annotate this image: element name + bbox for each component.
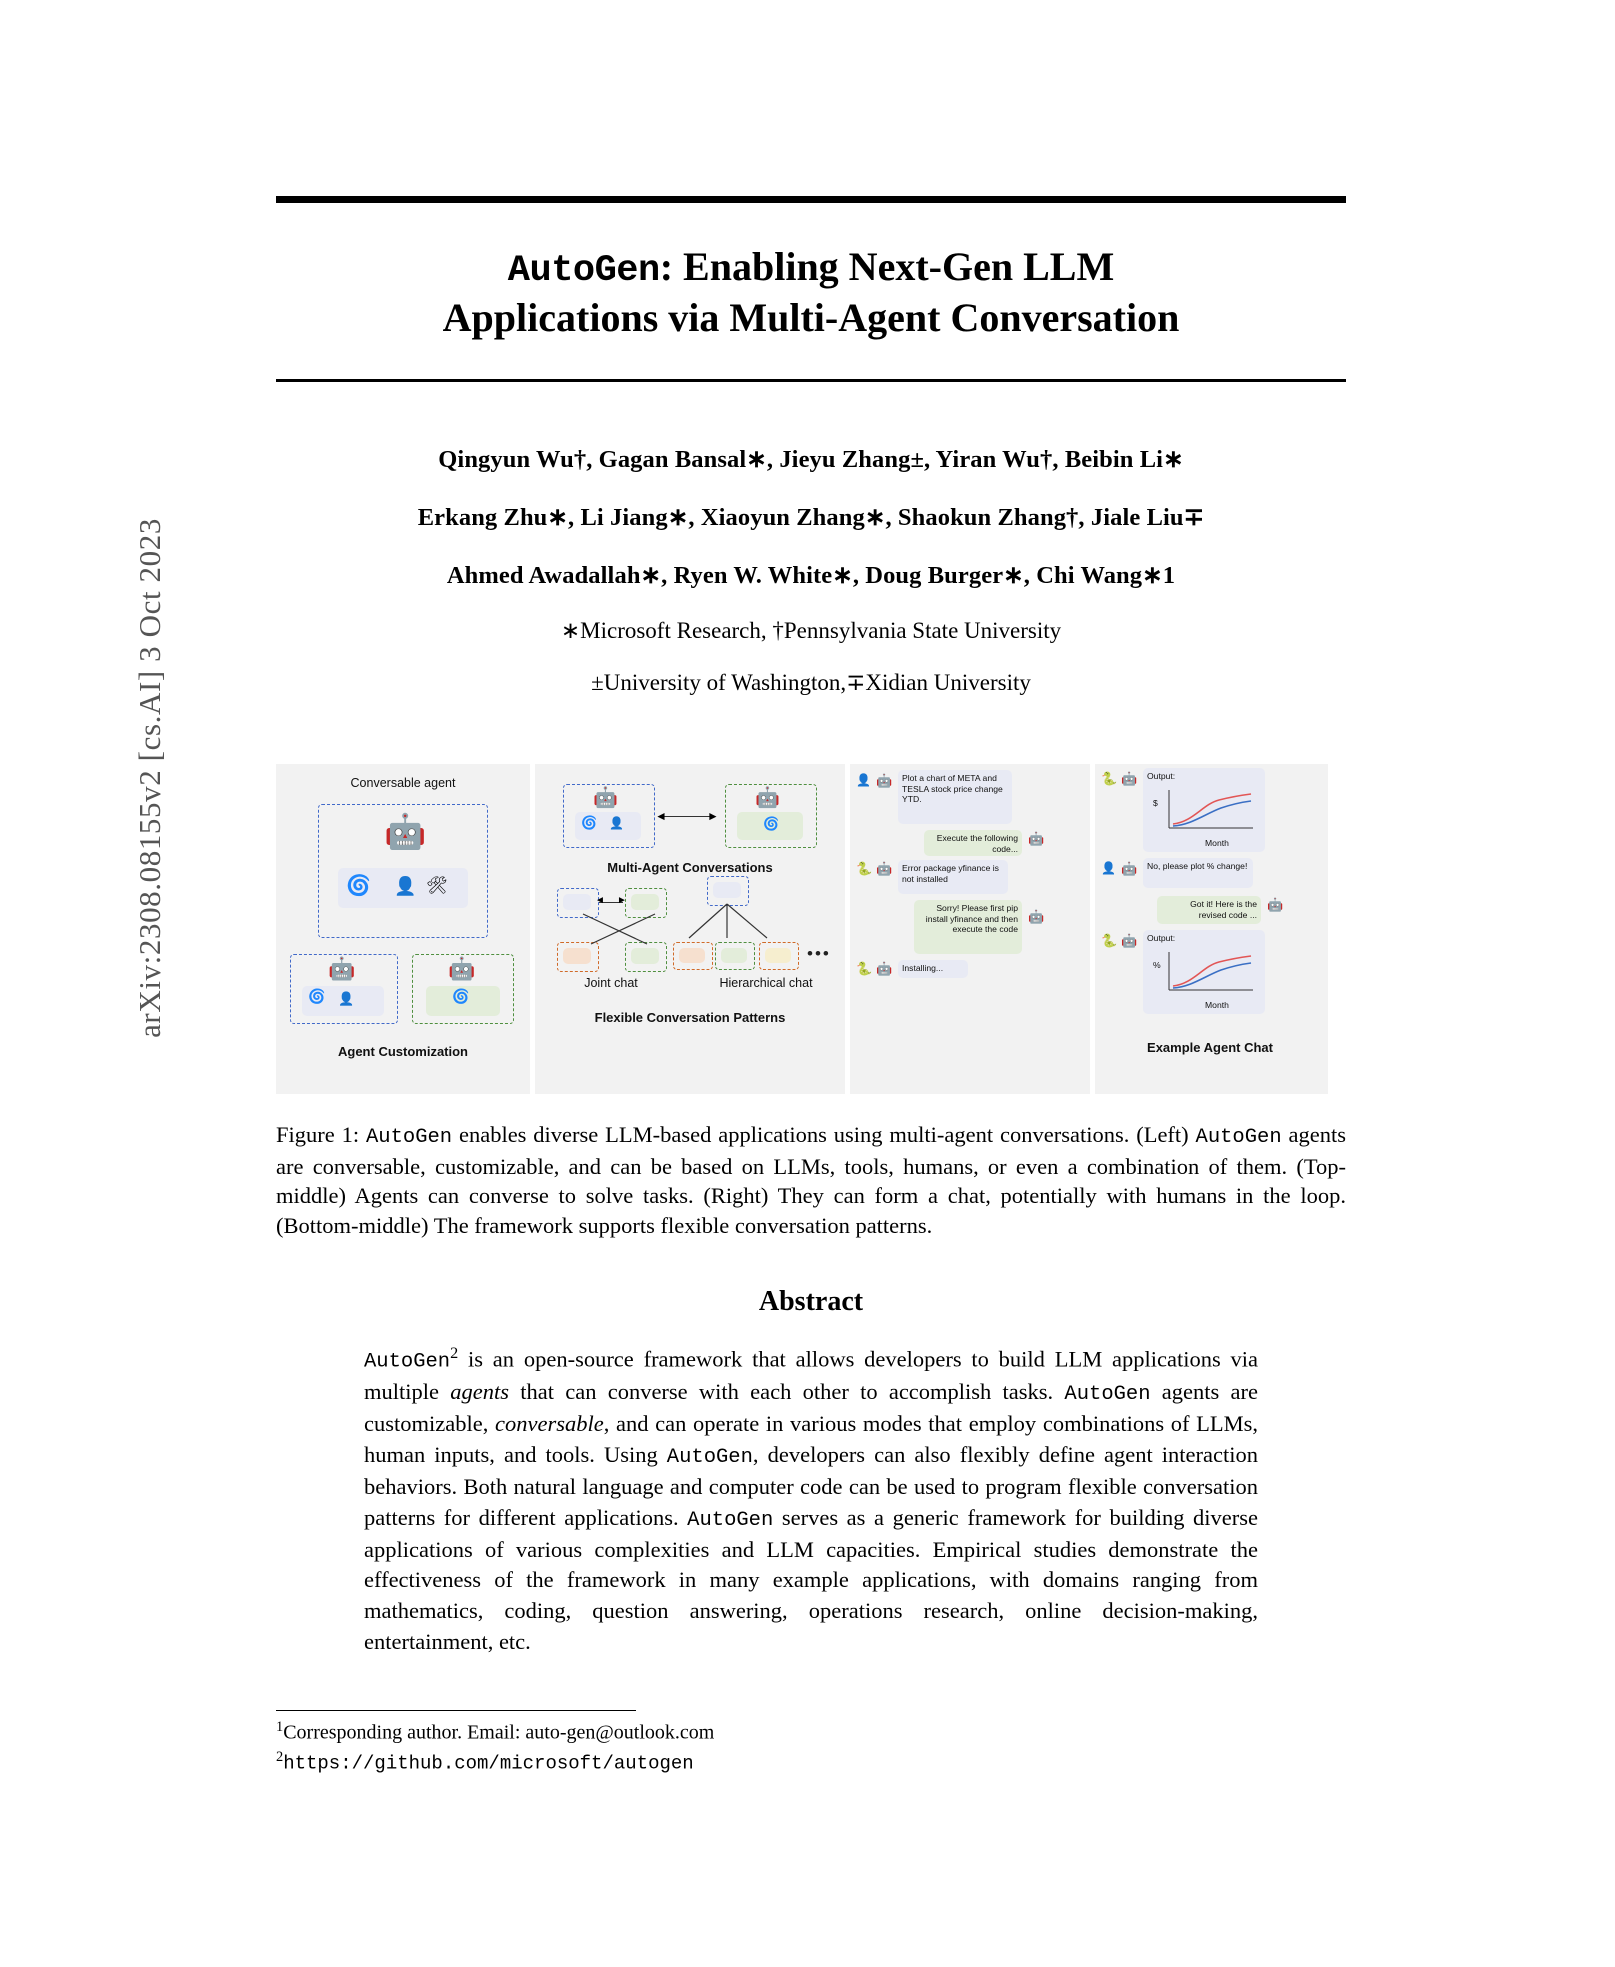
abstract-footnote-marker: 2 bbox=[450, 1344, 459, 1363]
agent-icon-chat-8: 🤖 bbox=[1267, 896, 1284, 912]
joint-edges bbox=[555, 910, 675, 950]
chart-2 bbox=[1157, 946, 1261, 1004]
flexible-conversation-patterns-label: Flexible Conversation Patterns bbox=[594, 1009, 786, 1025]
python-icon-1: 🐍 bbox=[856, 860, 873, 876]
chat-message-1: Plot a chart of META and TESLA stock price change YTD. bbox=[898, 770, 1012, 824]
agent-a-robot-icon: 🤖 bbox=[593, 786, 618, 809]
arxiv-stamp: arXiv:2308.08155v2 [cs.AI] 3 Oct 2023 bbox=[132, 518, 167, 1038]
abstract-text-5: , developers can also flexibly define agent interaction behaviors. Both natural language and computer code can be used to program flexible conversation patterns for different applications. bbox=[364, 1441, 1259, 1530]
title-mono: AutoGen bbox=[507, 250, 660, 292]
joint-node-1 bbox=[563, 894, 591, 910]
caption-text-2: agents are conversable, customizable, and can be based on LLMs, tools, humans, or even a combination of them. (Top-middle) Agents can converse to solve tasks. (Right) They can form a chat, potentially with humans in the loop. (Bottom-middle) The framework supports flexible conversation patterns. bbox=[276, 1121, 1346, 1238]
abstract-em-2: conversable bbox=[495, 1410, 604, 1436]
author-line-2: Erkang Zhu∗, Li Jiang∗, Xiaoyun Zhang∗, Shaokun Zhang†, Jiale Liu∓ bbox=[417, 503, 1205, 531]
hier-child-3 bbox=[765, 948, 791, 963]
chart-2-xlabel: Month bbox=[1205, 999, 1229, 1010]
robot-icon: 🤖 bbox=[384, 813, 427, 851]
figure-caption bbox=[276, 1120, 1346, 1240]
output-label-2: Output: bbox=[1147, 932, 1176, 943]
paper-column bbox=[276, 0, 1346, 1777]
python-icon-4: 🐍 bbox=[1101, 932, 1118, 948]
joint-node-3 bbox=[563, 948, 591, 964]
agent-b-llm-icon: 🌀 bbox=[763, 815, 780, 831]
hier-child-2 bbox=[721, 948, 747, 963]
figure-panel-example-chat-right bbox=[1095, 764, 1328, 1094]
joint-arrow-left-head: ◄ bbox=[595, 894, 605, 906]
author-block bbox=[276, 444, 1346, 696]
agent-icon-chat-5: 🤖 bbox=[876, 960, 893, 976]
joint-chat-label: Joint chat bbox=[584, 975, 638, 990]
abstract-mono-3: AutoGen bbox=[666, 1445, 753, 1469]
example-agent-chat-label: Example Agent Chat bbox=[1147, 1039, 1273, 1055]
arrow-right-head: ► bbox=[707, 808, 719, 823]
chat-message-2: Execute the following code... bbox=[924, 830, 1022, 856]
affiliation-line-1: ∗Microsoft Research, †Pennsylvania State University bbox=[560, 617, 1062, 643]
arrow-left-head: ◄ bbox=[655, 808, 667, 823]
tools-icon: 🛠 bbox=[426, 875, 448, 895]
footnote-2-marker: 2 bbox=[276, 1749, 284, 1766]
llm-icon: 🌀 bbox=[346, 874, 371, 897]
caption-mono-2: AutoGen bbox=[1195, 1125, 1282, 1149]
agent-a-human-icon: 👤 bbox=[609, 815, 624, 830]
human-icon: 👤 bbox=[394, 875, 417, 896]
agent-icon-chat-9: 🤖 bbox=[1121, 932, 1138, 948]
output-label-1: Output: bbox=[1147, 770, 1176, 781]
title-line2: Applications via Multi-Agent Conversation bbox=[442, 295, 1180, 341]
agent-customization-label: Agent Customization bbox=[338, 1043, 468, 1059]
chat-message-7: Got it! Here is the revised code ... bbox=[1157, 896, 1261, 924]
footnote-2-link[interactable]: https://github.com/microsoft/autogen bbox=[283, 1752, 694, 1775]
python-icon-2: 🐍 bbox=[856, 960, 873, 976]
abstract-heading: Abstract bbox=[758, 1286, 864, 1318]
llm-icon-green: 🌀 bbox=[452, 989, 470, 1005]
chart-1-ylabel: $ bbox=[1153, 797, 1158, 808]
agent-icon-chat-3: 🤖 bbox=[876, 860, 893, 876]
chat-output-2 bbox=[1143, 930, 1265, 1014]
abstract-mono-2: AutoGen bbox=[1064, 1382, 1151, 1406]
affiliation-line-2: ±University of Washington,∓Xidian University bbox=[591, 669, 1031, 695]
hier-edges bbox=[675, 902, 785, 944]
title-line1-rest: : Enabling Next-Gen LLM bbox=[659, 244, 1115, 289]
abstract-text-3: agents are customizable, bbox=[364, 1378, 1258, 1436]
human-icon-chat-2: 👤 bbox=[1101, 860, 1116, 875]
abstract-body bbox=[364, 1342, 1258, 1658]
conversable-agent-label: Conversable agent bbox=[350, 775, 456, 790]
abstract-text-1: is an open-source framework that allows developers to build LLM applications via multiple bbox=[364, 1346, 1258, 1404]
chart-2-ylabel: % bbox=[1153, 959, 1161, 970]
title-rule-bottom bbox=[276, 379, 1346, 382]
caption-label: Figure 1: bbox=[276, 1121, 360, 1147]
author-line-1: Qingyun Wu†, Gagan Bansal∗, Jieyu Zhang±, Yiran Wu†, Beibin Li∗ bbox=[438, 445, 1184, 473]
chart-1-xlabel: Month bbox=[1205, 837, 1229, 848]
abstract-text-6: serves as a generic framework for building diverse applications of various complexities and LLM capacities. Empirical studies demonstrate the effectiveness of the framework in many example applications, with domains ranging from mathematics, coding, question answering, operations research, online decision-making, entertainment, etc. bbox=[364, 1504, 1258, 1655]
abstract-text-4: , and can operate in various modes that employ combinations of LLMs, human inputs, and tools. Using bbox=[364, 1410, 1258, 1467]
caption-mono-1: AutoGen bbox=[365, 1125, 453, 1149]
llm-icon-small: 🌀 bbox=[308, 989, 326, 1005]
footnote-1 bbox=[276, 1718, 1346, 1746]
chat-message-4: Sorry! Please first pip install yfinance and then execute the code bbox=[914, 900, 1022, 954]
human-icon-chat: 👤 bbox=[856, 772, 871, 787]
title-rule-top bbox=[276, 196, 1346, 203]
agent-icon-chat-7: 🤖 bbox=[1121, 860, 1138, 876]
abstract-mono-1: AutoGen bbox=[364, 1350, 451, 1374]
figure-panel-conversation-patterns bbox=[535, 764, 845, 1094]
page-title bbox=[276, 243, 1346, 343]
footnote-1-text: Corresponding author. Email: auto-gen@outlook.com bbox=[283, 1721, 715, 1744]
human-icon-small: 👤 bbox=[338, 990, 355, 1006]
footnote-rule bbox=[276, 1710, 636, 1711]
footnote-1-marker: 1 bbox=[276, 1718, 284, 1735]
hier-child-1 bbox=[679, 948, 705, 963]
green-robot-icon: 🤖 bbox=[448, 955, 476, 981]
figure-panel-conversable-agent bbox=[276, 764, 530, 1094]
joint-node-4 bbox=[631, 948, 659, 964]
chat-message-6: No, please plot % change! bbox=[1143, 858, 1253, 888]
abstract-mono-4: AutoGen bbox=[687, 1508, 774, 1532]
agent-icon-chat: 🤖 bbox=[876, 772, 893, 788]
figure-1 bbox=[276, 764, 1346, 1094]
multi-agent-conversations-label: Multi-Agent Conversations bbox=[607, 859, 773, 875]
chat-message-3: Error package yfinance is not installed bbox=[898, 860, 1008, 894]
agent-a-llm-icon: 🌀 bbox=[581, 814, 598, 830]
chat-message-5: Installing... bbox=[898, 960, 968, 978]
ellipsis-dots: ••• bbox=[807, 943, 831, 963]
chat-output-1 bbox=[1143, 768, 1265, 852]
author-line-3: Ahmed Awadallah∗, Ryen W. White∗, Doug Burger∗, Chi Wang∗1 bbox=[446, 561, 1176, 589]
agent-b-robot-icon: 🤖 bbox=[755, 786, 780, 809]
joint-node-2 bbox=[631, 894, 659, 910]
agent-icon-chat-4: 🤖 bbox=[1028, 908, 1045, 924]
abstract-em-1: agents bbox=[450, 1378, 509, 1404]
hier-root bbox=[713, 882, 741, 898]
agent-icon-chat-2: 🤖 bbox=[1028, 830, 1045, 846]
robot-icon-small: 🤖 bbox=[328, 955, 356, 981]
caption-text-1: enables diverse LLM-based applications using multi-agent conversations. (Left) bbox=[452, 1121, 1196, 1147]
hierarchical-chat-label: Hierarchical chat bbox=[719, 975, 813, 990]
agent-icon-chat-6: 🤖 bbox=[1121, 770, 1138, 786]
chart-1 bbox=[1157, 784, 1261, 842]
abstract-text-2: that can converse with each other to accomplish tasks. bbox=[509, 1378, 1065, 1404]
footnote-2 bbox=[276, 1748, 1346, 1777]
python-icon-3: 🐍 bbox=[1101, 770, 1118, 786]
joint-arrow-right-head: ► bbox=[617, 894, 627, 906]
